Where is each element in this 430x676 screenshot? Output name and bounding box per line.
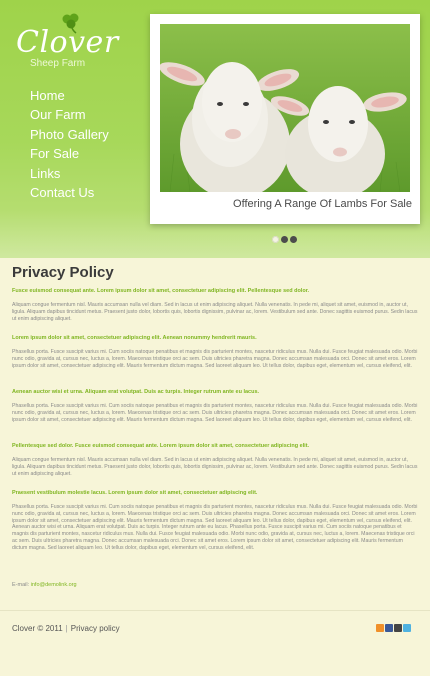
contact-email (12, 582, 77, 588)
slider-caption: Offering A Range Of Lambs For Sale (233, 198, 412, 210)
header (0, 0, 430, 258)
nav-item-home[interactable]: Home (30, 88, 65, 103)
slider-frame (150, 14, 420, 224)
footer-text (12, 624, 120, 633)
myspace-icon[interactable] (394, 624, 402, 632)
rss-icon[interactable] (376, 624, 384, 632)
logo[interactable] (14, 18, 154, 78)
section-4 (12, 442, 418, 477)
section-body: Aliquam congue fermentum nisl. Mauris accumsan nulla vel diam. Sed in lacus ut enim adipiscing aliquet. Nulla venenatis. In pede mi, aliquet sit amet, euismod in, auctor ut, ligula. Aliquam dapibus tincidunt metus. Praesent justo dolor, lobortis quis, lobortis dignissim, pulvinar ac, lorem. Vestibulum sed ante. Donec sagittis euismod purus. Sedin lacus ut enim adipiscing aliquet. (12, 302, 418, 322)
section-heading: Pellentesque sed dolor. Fusce euismod consequat ante. Lorem ipsum dolor sit amet, consectetuer adipiscing elit. (12, 443, 310, 449)
nav-item-links[interactable]: Links (30, 165, 61, 181)
brand-title: Clover (16, 25, 119, 60)
section-3 (12, 388, 418, 423)
section-heading: Praesent vestibulum molestie lacus. Lorem ipsum dolor sit amet, consectetuer adipiscing elit. (12, 490, 258, 496)
brand-subtitle: Sheep Farm (30, 58, 86, 69)
section-heading: Lorem ipsum dolor sit amet, consectetuer adipiscing elit. Aenean nonummy hendrerit mauris. (12, 335, 257, 341)
footer-separator: | (65, 624, 68, 633)
page-title: Privacy Policy (12, 264, 114, 281)
twitter-icon[interactable] (403, 624, 411, 632)
section-body: Phasellus porta. Fusce suscipit varius mi. Cum sociis natoque penatibus et magnis dis parturient montes, nascetur ridiculus mus. Nulla dui. Fusce feugiat malesuada odio. Morbi nunc odio, gravida at, cursus nec, luctus a, lorem. Maecenas tristique orci ac sem. Duis ultricies pharetra magna. Donec accumsan malesuada orci. Donec sit amet eros. Lorem ipsum dolor sit amet, consectetuer adipiscing elit. Mauris fermentum dictum magna. Sed laoreet aliquam leo. Ut tellus dolor, dapibus eget, elementum vel, cursus eleifend, elit. Aenean auctor wisi et urna. Aliquam erat volutpat. Duis ac turpis. Integer rutrum ante eu lacus. Phasellus porta. Fusce suscipit varius mi. Cum sociis natoque penatibus et magnis dis parturient montes, nascetur ridiculus mus. Nulla dui. Fusce feugiat malesuada odio. Morbi nunc odio, gravida at, cursus nec, luctus a, lorem. Maecenas tristique orci ac sem. Duis ultricies pharetra magna. Donec accumsan malesuada orci. Donec sit amet eros. Lorem ipsum dolor sit amet, consectetuer adipiscing elit. Mauris fermentum dictum magna. Sed laoreet aliquam leo. Ut tellus dolor, dapibus eget, elementum vel, cursus eleifend, elit. (12, 504, 418, 551)
nav-item-our-farm[interactable]: Our Farm (30, 107, 86, 123)
main-content (12, 262, 418, 588)
slider-dot-2[interactable] (281, 236, 288, 243)
main-nav (30, 86, 150, 202)
privacy-policy-link[interactable]: Privacy policy (70, 624, 120, 633)
copyright: Clover © 2011 (12, 624, 63, 633)
email-link[interactable]: info@demolink.org (30, 582, 77, 588)
section-heading: Fusce euismod consequat ante. Lorem ipsum dolor sit amet, consectetuer adipiscing elit. Pellentesque sed dolor. (12, 288, 310, 294)
footer (0, 610, 430, 676)
slider-pagination (272, 230, 302, 238)
facebook-icon[interactable] (385, 624, 393, 632)
section-1 (12, 287, 418, 322)
nav-item-for-sale[interactable]: For Sale (30, 146, 80, 162)
slider-dot-1[interactable] (272, 236, 279, 243)
nav-item-contact-us[interactable]: Contact Us (30, 184, 95, 200)
section-2 (12, 334, 418, 369)
section-body: Aliquam congue fermentum nisl. Mauris accumsan nulla vel diam. Sed in lacus ut enim adipiscing aliquet. Nulla venenatis. In pede mi, aliquet sit amet, euismod in, auctor ut, ligula. Aliquam dapibus tincidunt metus. Praesent justo dolor, lobortis quis, lobortis dignissim, pulvinar ac, lorem. Vestibulum sed ante. Donec sagittis euismod purus. Sedin lacus ut enim adipiscing aliquet. (12, 457, 418, 477)
section-body: Phasellus porta. Fusce suscipit varius mi. Cum sociis natoque penatibus et magnis dis parturient montes, nascetur ridiculus mus. Nulla dui. Fusce feugiat malesuada odio. Morbi nunc odio, gravida at, cursus nec, luctus a, lorem. Maecenas tristique orci ac sem. Duis ultricies pharetra magna. Donec accumsan malesuada orci. Donec sit amet eros. Lorem ipsum dolor sit amet, consectetuer adipiscing elit. Mauris fermentum dictum magna. Sed laoreet aliquam leo. Ut tellus dolor, dapibus eget, elementum vel, cursus eleifend, elit. (12, 403, 418, 423)
section-heading: Aenean auctor wisi et urna. Aliquam erat volutpat. Duis ac turpis. Integer rutrum ante eu lacus. (12, 389, 260, 395)
nav-item-photo-gallery[interactable]: Photo Gallery (30, 126, 109, 142)
email-label: E-mail: (12, 582, 30, 588)
section-5 (12, 489, 418, 552)
section-body: Phasellus porta. Fusce suscipit varius mi. Cum sociis natoque penatibus et magnis dis parturient montes, nascetur ridiculus mus. Nulla dui. Fusce feugiat malesuada odio. Morbi nunc odio, gravida at, cursus nec, luctus a, lorem. Maecenas tristique orci ac sem. Duis ultricies pharetra magna. Donec accumsan malesuada orci. Donec sit amet eros. Lorem ipsum dolor sit amet, consectetuer adipiscing elit. Mauris fermentum dictum magna. Sed laoreet aliquam leo. Ut tellus dolor, dapibus eget, elementum vel, cursus eleifend, elit. (12, 349, 418, 369)
social-icons (376, 624, 412, 633)
slider-dot-3[interactable] (290, 236, 297, 243)
lambs-photo (160, 24, 410, 192)
